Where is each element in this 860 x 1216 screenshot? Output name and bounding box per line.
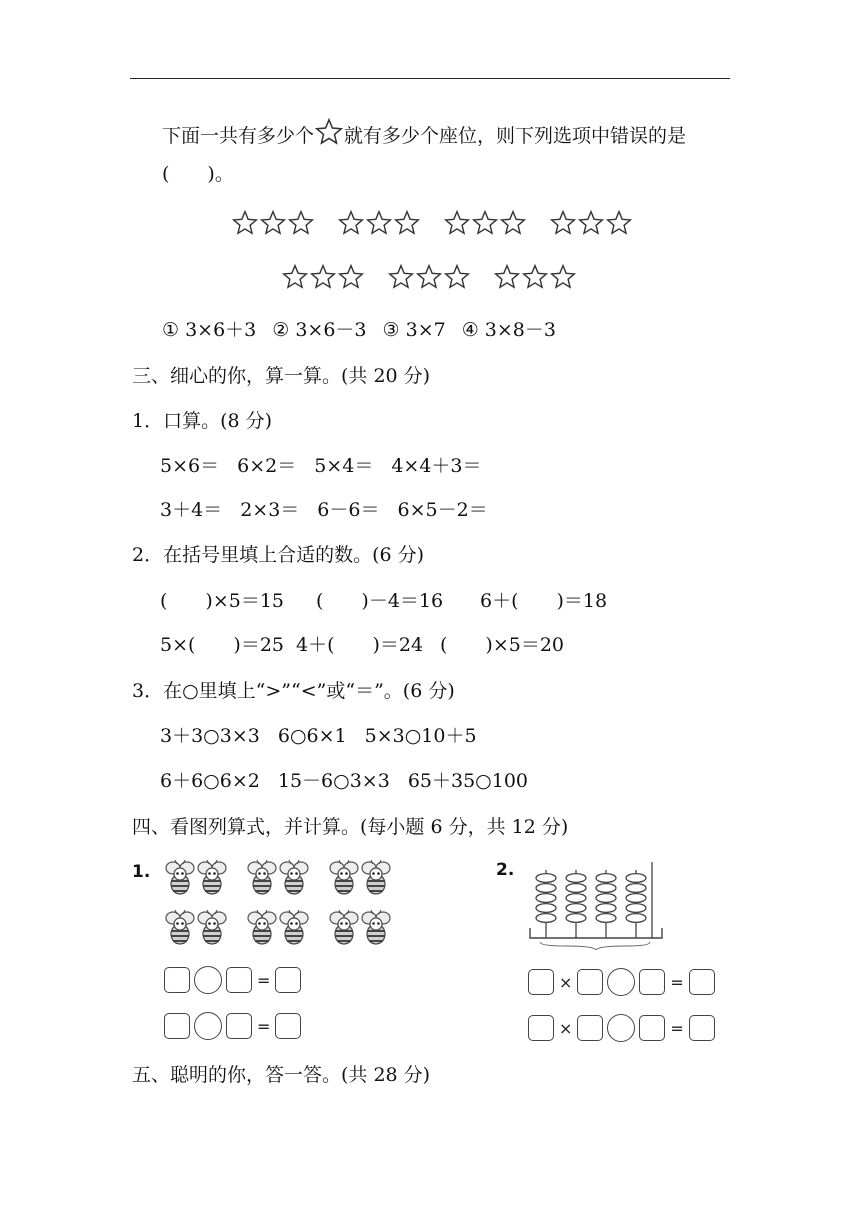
q3-item: 3＋3○3×3 <box>160 725 260 747</box>
star-outline-icon <box>550 264 576 290</box>
q1-item: 5×6＝ <box>160 455 220 477</box>
answer-paren: ( )。 <box>162 163 234 185</box>
operator-circle[interactable] <box>607 968 635 996</box>
star-outline-icon <box>500 210 526 236</box>
star-group <box>494 264 576 290</box>
answer-box[interactable] <box>275 967 301 993</box>
q1-row2 <box>160 498 506 522</box>
star-outline-icon <box>416 264 442 290</box>
q1-item: 6×2＝ <box>237 455 297 477</box>
answer-box[interactable] <box>528 969 554 995</box>
star-outline-icon <box>288 210 314 236</box>
star-outline-icon <box>444 264 470 290</box>
q2-item: 5×( )＝25 <box>160 634 285 656</box>
bee-icon <box>328 860 360 896</box>
q3-item: 65＋35○100 <box>407 770 529 792</box>
section4-heading: 四、看图列算式，并计算。(每小题 6 分，共 12 分) <box>132 816 569 838</box>
q1-item: 6－6＝ <box>317 499 380 521</box>
star-outline-icon <box>338 210 364 236</box>
equals-sign: = <box>257 1016 271 1036</box>
bee-icon <box>246 910 278 946</box>
equals-sign: = <box>670 972 684 992</box>
q1-item: 3＋4＝ <box>160 499 223 521</box>
q3-row2 <box>160 769 546 793</box>
q2-item: 6＋( )＝18 <box>480 590 608 612</box>
fig2-answer-row-1 <box>528 968 715 996</box>
stars-row-1 <box>232 210 632 236</box>
star-outline-icon <box>366 210 392 236</box>
operator-circle[interactable] <box>194 1012 222 1040</box>
bee-pair <box>246 860 310 896</box>
star-question-before: 下面一共有多少个 <box>162 125 315 147</box>
q2-item: 4＋( )＝24 <box>296 634 424 656</box>
operator-circle[interactable] <box>194 966 222 994</box>
q3-item: 5×3○10＋5 <box>364 725 477 747</box>
star-question-text <box>162 118 686 148</box>
bee-pair <box>328 910 392 946</box>
section5-heading: 五、聪明的你，答一答。(共 28 分) <box>132 1064 431 1086</box>
star-outline-icon <box>394 210 420 236</box>
fig1-answer-row-2 <box>164 1012 301 1040</box>
option-4: ④ 3×8－3 <box>461 319 556 341</box>
option-3: ③ 3×7 <box>382 319 446 341</box>
q2-item: ( )×5＝15 <box>160 590 285 612</box>
fig2-answer-row-2 <box>528 1014 715 1042</box>
answer-box[interactable] <box>226 1013 252 1039</box>
answer-box[interactable] <box>226 967 252 993</box>
bee-icon <box>328 910 360 946</box>
answer-box[interactable] <box>577 1015 603 1041</box>
answer-box[interactable] <box>639 969 665 995</box>
star-question-after: 就有多少个座位，则下列选项中错误的是 <box>344 125 687 147</box>
stars-row-2 <box>282 264 576 290</box>
q1-item: 6×5－2＝ <box>397 499 488 521</box>
star-outline-icon <box>338 264 364 290</box>
bee-icon <box>196 910 228 946</box>
star-group <box>444 210 526 236</box>
bee-icon <box>360 910 392 946</box>
q1-item: 4×4＋3＝ <box>391 455 482 477</box>
equals-sign: = <box>670 1018 684 1038</box>
answer-box[interactable] <box>275 1013 301 1039</box>
answer-box[interactable] <box>528 1015 554 1041</box>
fig1-answer-row-1 <box>164 966 301 994</box>
equals-sign: = <box>257 970 271 990</box>
answer-box[interactable] <box>164 1013 190 1039</box>
q1-title: 1．口算。(8 分) <box>132 410 273 432</box>
bee-icon <box>278 910 310 946</box>
star-outline-icon <box>472 210 498 236</box>
bee-pair <box>164 860 228 896</box>
star-group <box>388 264 470 290</box>
q3-item: 6＋6○6×2 <box>160 770 260 792</box>
times-sign: × <box>559 972 573 992</box>
star-outline-icon <box>578 210 604 236</box>
q1-item: 5×4＝ <box>314 455 374 477</box>
q3-title: 3．在○里填上“>”“<”或“＝”。(6 分) <box>132 680 455 702</box>
star-group <box>282 264 364 290</box>
star-group <box>232 210 314 236</box>
operator-circle[interactable] <box>607 1014 635 1042</box>
figure2-number: 2. <box>496 860 515 880</box>
option-2: ② 3×6－3 <box>272 319 367 341</box>
q2-item: ( )－4＝16 <box>316 590 444 612</box>
bee-icon <box>196 860 228 896</box>
q1-row1 <box>160 454 500 478</box>
bee-pair <box>328 860 392 896</box>
header-rule <box>130 78 730 79</box>
answer-box[interactable] <box>689 969 715 995</box>
bee-icon <box>278 860 310 896</box>
bee-icon <box>360 860 392 896</box>
star-outline-icon <box>310 264 336 290</box>
star-outline-icon <box>232 210 258 236</box>
bee-icon <box>164 860 196 896</box>
bee-icon <box>164 910 196 946</box>
star-group <box>550 210 632 236</box>
answer-box[interactable] <box>689 1015 715 1041</box>
bee-row-2 <box>164 910 392 946</box>
star-group <box>338 210 420 236</box>
bee-icon <box>246 860 278 896</box>
star-outline-icon <box>260 210 286 236</box>
times-sign: × <box>559 1018 573 1038</box>
bee-row-1 <box>164 860 392 896</box>
answer-box[interactable] <box>164 967 190 993</box>
q3-item: 15－6○3×3 <box>277 770 390 792</box>
answer-box[interactable] <box>639 1015 665 1041</box>
option-1: ① 3×6＋3 <box>162 319 257 341</box>
q3-item: 6○6×1 <box>277 725 347 747</box>
bee-pair <box>164 910 228 946</box>
star-outline-icon <box>282 264 308 290</box>
star-outline-icon <box>494 264 520 290</box>
bee-pair <box>246 910 310 946</box>
q2-title: 2．在括号里填上合适的数。(6 分) <box>132 544 425 566</box>
q3-row1 <box>160 724 495 748</box>
answer-box[interactable] <box>577 969 603 995</box>
star-outline-icon <box>444 210 470 236</box>
star-options <box>162 318 572 342</box>
section3-heading: 三、细心的你，算一算。(共 20 分) <box>132 365 431 387</box>
star-outline-icon <box>550 210 576 236</box>
star-outline-icon <box>522 264 548 290</box>
q1-item: 2×3＝ <box>240 499 300 521</box>
q2-item: ( )×5＝20 <box>440 634 565 656</box>
star-outline-icon <box>606 210 632 236</box>
abacus-icon <box>526 858 666 950</box>
figure1-number: 1. <box>132 862 151 882</box>
star-outline-icon <box>315 118 343 146</box>
star-outline-icon <box>388 264 414 290</box>
